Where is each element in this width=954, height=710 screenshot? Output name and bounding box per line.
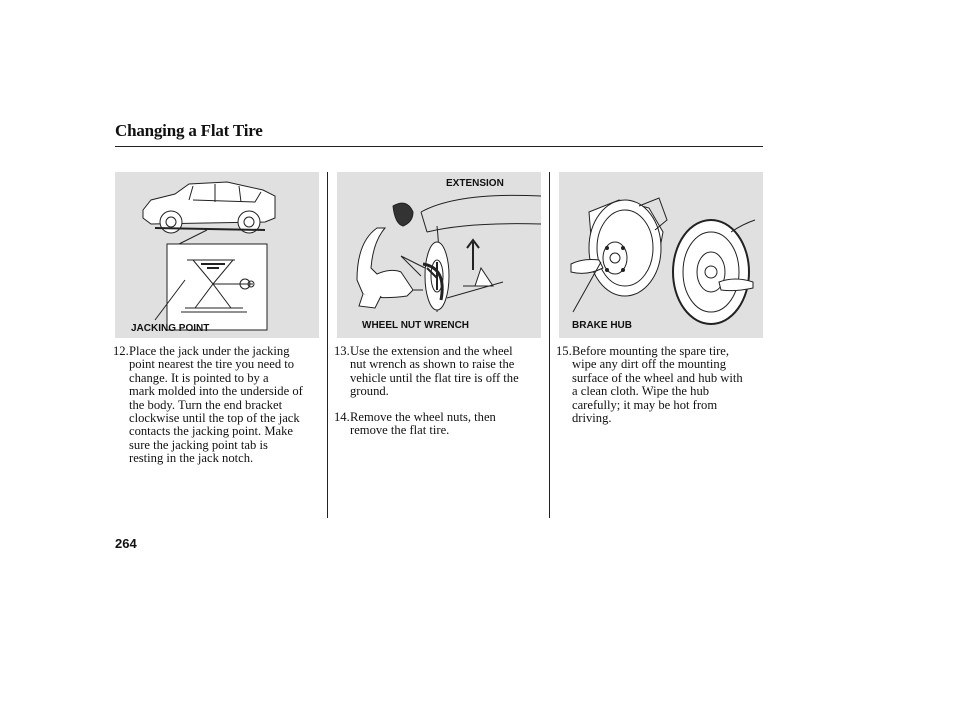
page-title: Changing a Flat Tire [115,121,263,140]
step-12-line: resting in the jack notch. [129,451,254,466]
step-15-text [572,345,743,425]
page-number: 264 [115,536,137,551]
step-13-number: 13. [334,344,350,358]
step-12-line: mark molded into the underside of [129,384,303,399]
step-13-line: nut wrench as shown to raise the [350,357,515,372]
step-12-line: clockwise until the top of the jack [129,411,300,426]
step-15-line: Before mounting the spare tire, [572,344,730,358]
step-15-line: driving. [572,411,612,426]
step-12-line: contacts the jacking point. Make [129,424,294,439]
step-14-line: remove the flat tire. [350,423,450,438]
brake-hub-drawing [559,172,763,338]
step-12-text [129,345,303,466]
jack-illustration [115,172,319,338]
step-14-number: 14. [334,410,350,424]
car-jack-drawing [115,172,319,338]
wrench-illustration [337,172,541,338]
wrench-drawing [337,172,541,338]
step-15-line: wipe any dirt off the mounting [572,357,727,372]
step-12-line: point nearest the tire you need to [129,357,295,372]
step-15-line: a clean cloth. Wipe the hub [572,384,710,399]
extension-label: EXTENSION [446,178,504,189]
column-divider-1 [327,172,328,518]
brake-hub-illustration [559,172,763,338]
title-divider [115,146,763,147]
step-14-line: Remove the wheel nuts, then [350,410,496,424]
jacking-point-label: JACKING POINT [131,323,210,334]
column-divider-2 [549,172,550,518]
step-13-line: Use the extension and the wheel [350,344,513,358]
step-12-line: change. It is pointed to by a [129,370,269,385]
step-12-line: the body. Turn the end bracket [129,397,283,412]
step-13-line: vehicle until the flat tire is off the [350,370,519,385]
step-15-number: 15. [556,344,572,358]
step-15-line: surface of the wheel and hub with [572,370,743,385]
wheel-nut-wrench-label: WHEEL NUT WRENCH [362,320,470,331]
step-12-line: Place the jack under the jacking [129,344,290,358]
step-13-text [350,345,519,399]
brake-hub-label: BRAKE HUB [572,320,632,331]
step-13-line: ground. [350,384,389,399]
step-12-number: 12. [113,344,129,358]
step-12-line: sure the jacking point tab is [129,437,268,452]
step-15-line: carefully; it may be hot from [572,397,718,412]
step-14-text [350,411,496,438]
